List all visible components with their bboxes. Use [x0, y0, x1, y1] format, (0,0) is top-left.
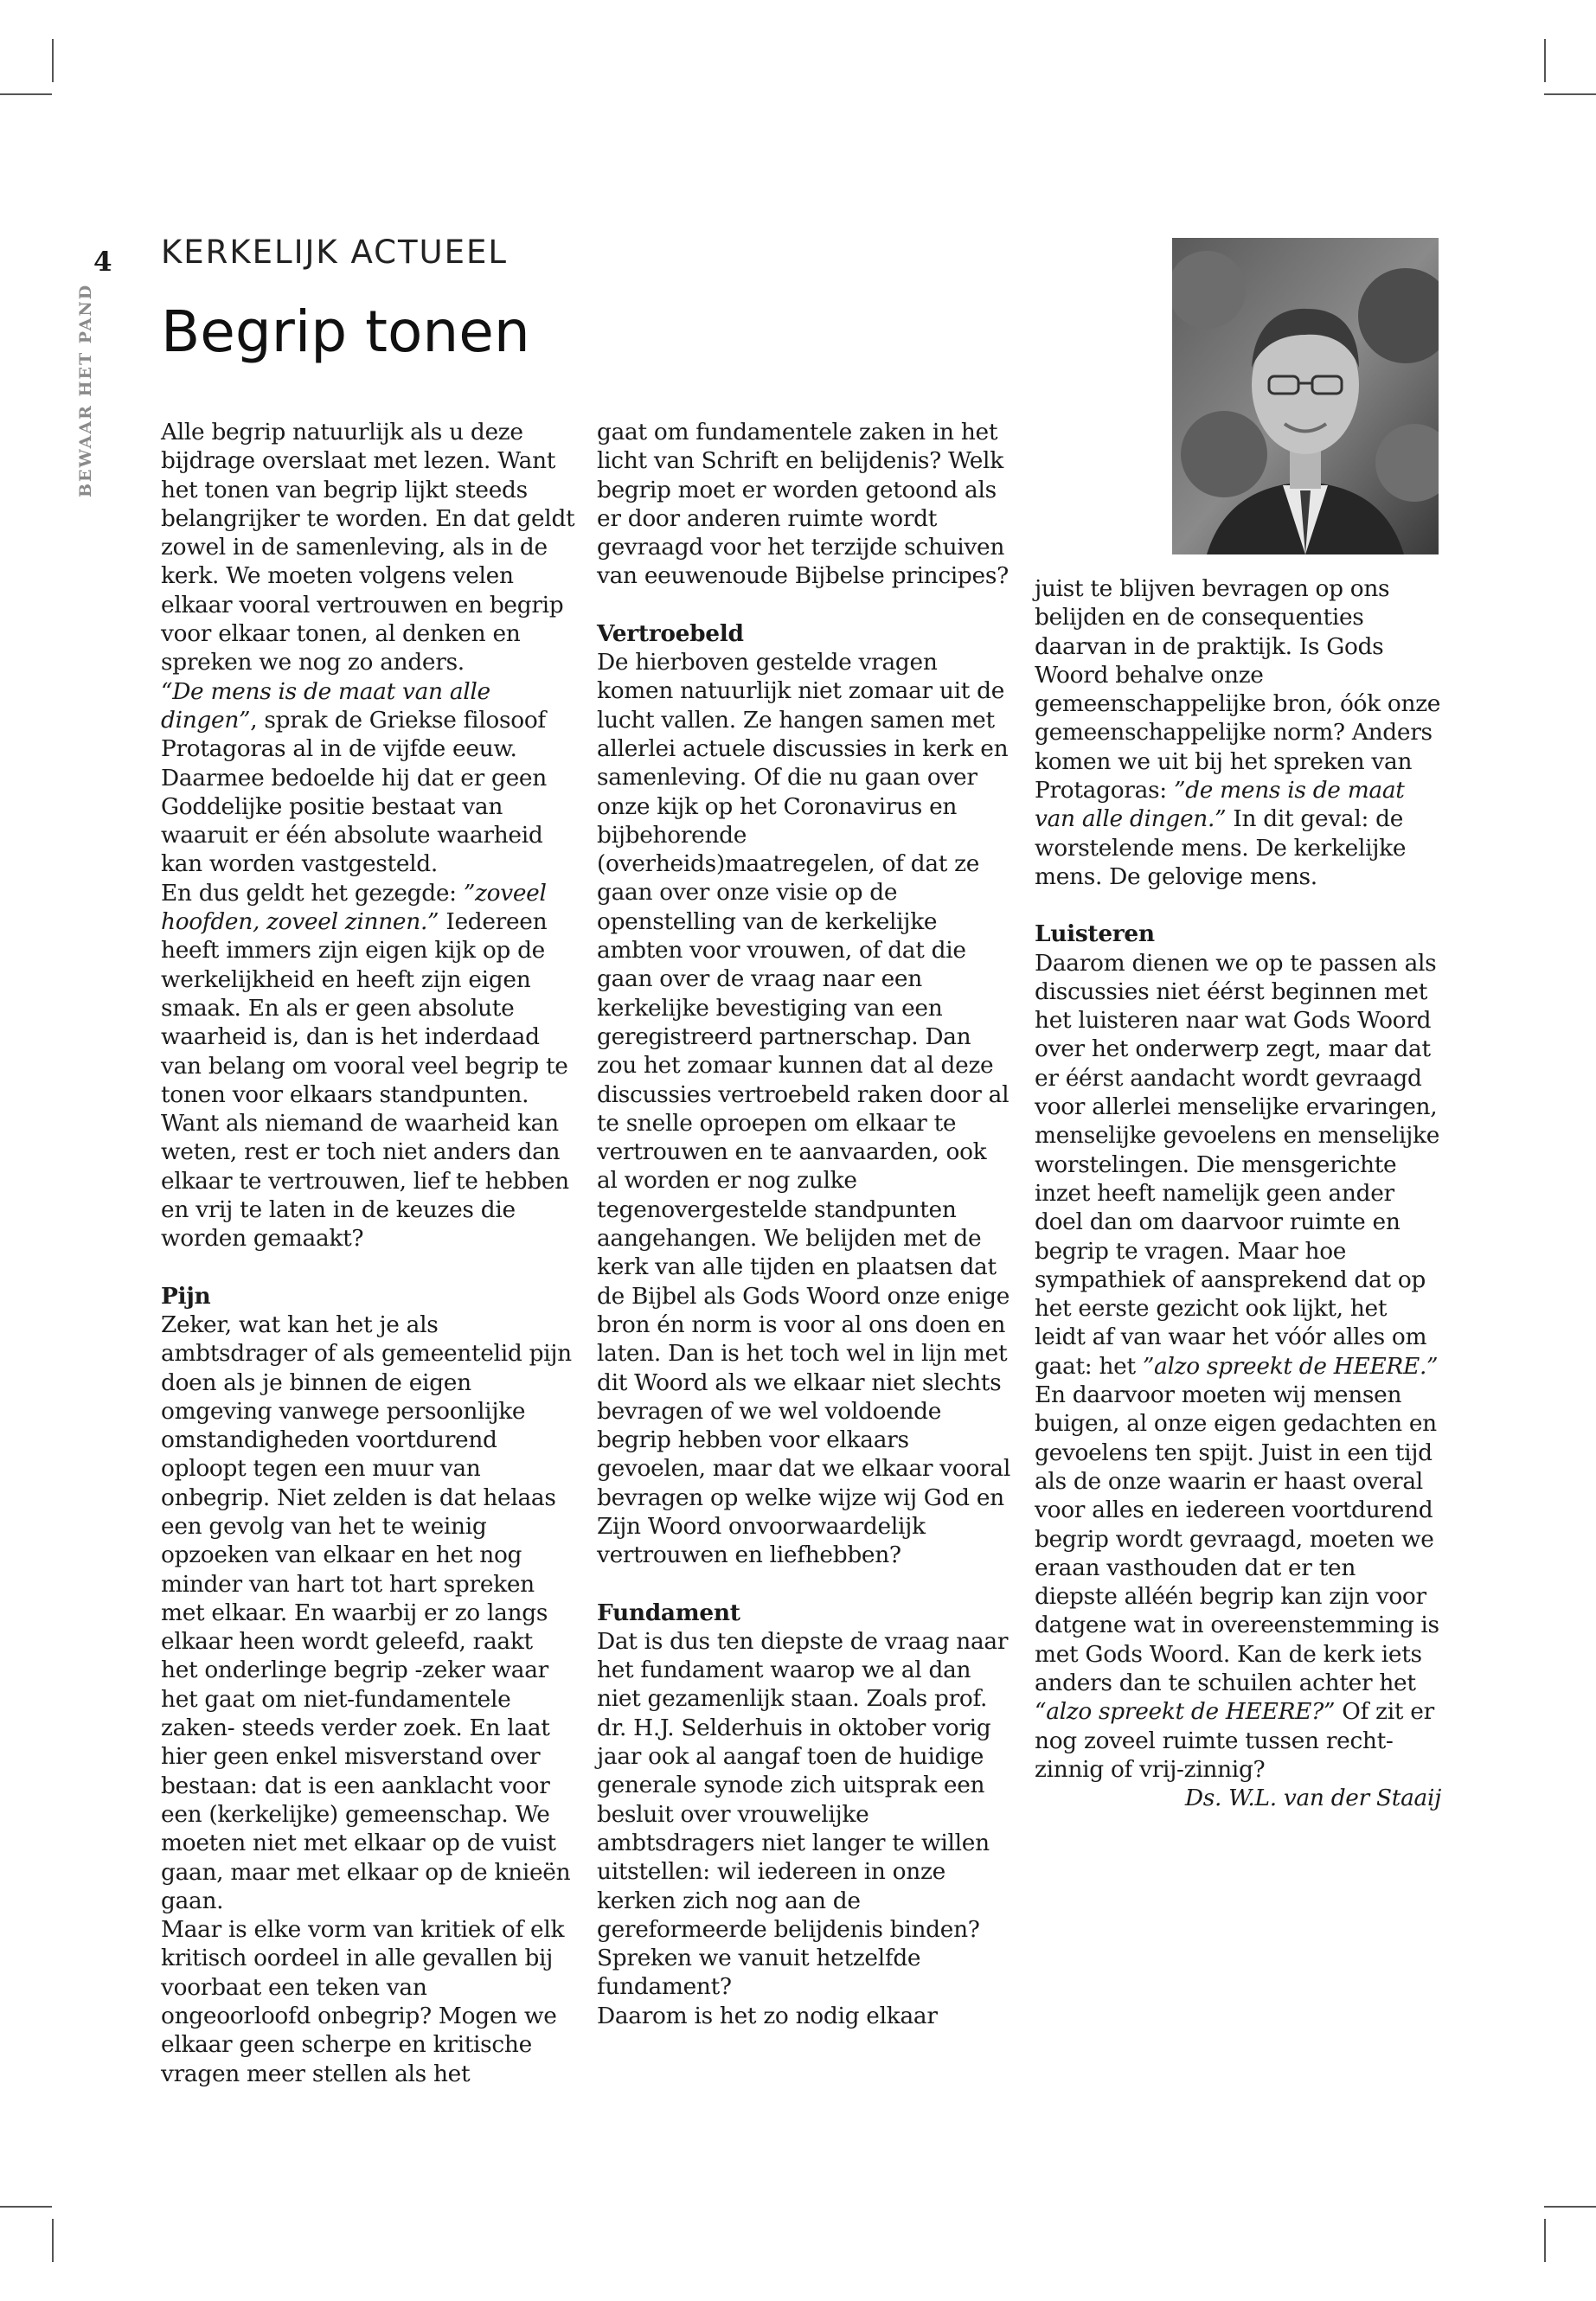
paragraph: Daarom is het zo nodig elkaar [597, 2002, 938, 2029]
author-photo [1172, 238, 1439, 554]
page-title: Begrip tonen [161, 298, 530, 365]
paragraph-text: In dit geval: de worstelende mens. De kerkelijke mens. De gelovige mens. [1035, 805, 1407, 890]
page-number: 4 [93, 247, 112, 278]
paragraph [161, 879, 576, 1253]
paragraph-text: juist te blijven bevragen op ons belijden en de consequenties daarvan in de praktijk. Is Gods Woord behalve onze gemeenschappelijke bron, óók onze gemeenschappelijke norm? Anders komen we uit bij het spreken van Protagoras: [1035, 575, 1441, 804]
subheading-pijn: Pijn [161, 1282, 211, 1310]
subheading-vertroebeld: Vertroebeld [597, 619, 744, 647]
paragraph [1035, 949, 1441, 1785]
paragraph-text: En dus geldt het gezegde: [161, 879, 464, 907]
crop-mark [0, 2206, 52, 2208]
section-label: KERKELIJK ACTUEEL [161, 234, 509, 271]
paragraph [161, 677, 576, 879]
crop-mark [1544, 93, 1596, 95]
quote: “De mens is de maat van alle dingen” [161, 677, 490, 734]
quote: “alzo spreekt de HEERE?” [1035, 1698, 1336, 1726]
paragraph-text: Daarom dienen we op te passen als discussies niet éérst beginnen met het luisteren naar wat Gods Woord over het onderwerp zegt, maar dat er éérst aandacht wordt gevraagd voor allerlei menselijke ervaringen, menselijke gevoelens en menselijke worstelingen. Die mensgerichte inzet heeft namelijk geen ander doel dan om daarvoor ruimte en begrip te vragen. Maar hoe sympathiek of aansprekend dat op het eerste gezicht ook lijkt, het leidt af van waar het vóór alles om gaat: het [1035, 949, 1440, 1380]
sidebar-label: BEWAAR HET PAND [76, 283, 95, 497]
paragraph-text: Iedereen heeft immers zijn eigen kijk op de werkelijkheid en heeft zijn eigen smaak. En als er geen absolute waarheid is, dan is het inderdaad van belang om vooral veel begrip te tonen voor elkaars standpunten. Want als niemand de waarheid kan weten, rest er toch niet anders dan elkaar te vertrouwen, lief te hebben en vrij te laten in de keuzes die worden gemaakt? [161, 908, 569, 1253]
paragraph: gaat om fundamentele zaken in het licht van Schrift en belijdenis? Welk begrip moet er worden getoond als er door anderen ruimte wordt gevraagd voor het terzijde schuiven van eeuwenoude Bijbelse principes? [597, 419, 1009, 590]
crop-mark [1544, 2206, 1596, 2208]
crop-mark [52, 2219, 54, 2262]
quote: ”alzo spreekt de HEERE.” [1142, 1352, 1439, 1380]
crop-mark [0, 93, 52, 95]
paragraph [1035, 574, 1441, 891]
article-column-1 [161, 418, 576, 2088]
quote: ”zoveel hoofden, zoveel zinnen.” [161, 879, 547, 936]
paragraph-text: Of zit er nog zoveel ruimte tussen recht-zinnig of vrij-zinnig? [1035, 1698, 1434, 1783]
paragraph: Zeker, wat kan het je als ambtsdrager of als gemeentelid pijn doen als je binnen de eigen omgeving vanwege persoonlijke omstandigheden voortdurend oploopt tegen een muur van onbegrip. Niet zelden is dat helaas een gevolg van het te weinig opzoeken van elkaar en het nog minder van hart tot hart spreken met elkaar. En waarbij er zo langs elkaar heen wordt geleefd, raakt het onderlinge begrip -zeker waar het gaat om niet-fundamentele zaken- steeds verder zoek. En laat hier geen enkel misverstand over bestaan: dat is een aanklacht voor een (kerkelijke) gemeenschap. We moeten niet met elkaar op de vuist gaan, maar met elkaar op de knieën gaan. [161, 1311, 572, 1914]
portrait-image [1172, 238, 1439, 554]
article-column-2 [597, 418, 1012, 2030]
article-column-3 [1035, 574, 1441, 1812]
subheading-fundament: Fundament [597, 1599, 740, 1626]
paragraph: Maar is elke vorm van kritiek of elk kritisch oordeel in alle gevallen bij voorbaat een teken van ongeoorloofd onbegrip? Mogen we elkaar geen scherpe en kritische vragen meer stellen als het [161, 1916, 565, 2087]
paragraph: Alle begrip natuurlijk als u deze bijdrage overslaat met lezen. Want het tonen van begrip lijkt steeds belangrijker te worden. En dat geldt zowel in de samenleving, als in de kerk. We moeten volgens velen elkaar vooral vertrouwen en begrip voor elkaar tonen, al denken en spreken we nog zo anders. [161, 419, 575, 676]
paragraph: De hierboven gestelde vragen komen natuurlijk niet zomaar uit de lucht vallen. Ze hangen samen met allerlei actuele discussies in kerk en samenleving. Of die nu gaan over onze kijk op het Coronavirus en bijbehorende (overheids)maatregelen, of dat ze gaan over onze visie op de openstelling van de kerkelijke ambten voor vrouwen, of dat die gaan over de vraag naar een kerkelijke bevestiging van een geregistreerd partnerschap. Dan zou het zomaar kunnen dat al deze discussies vertroebeld raken door al te snelle oproepen om elkaar te vertrouwen en te aanvaarden, ook al worden er nog zulke tegenovergestelde standpunten aangehangen. We belijden met de kerk van alle tijden en plaatsen dat de Bijbel als Gods Woord onze enige bron én norm is voor al ons doen en laten. Dan is het toch wel in lijn met dit Woord als we elkaar niet slechts bevragen of we wel voldoende begrip hebben voor elkaars gevoelen, maar dat we elkaar vooral bevragen op welke wijze wij God en Zijn Woord onvoorwaardelijk vertrouwen en liefhebben? [597, 649, 1010, 1569]
paragraph: Dat is dus ten diepste de vraag naar het fundament waarop we al dan niet gezamenlijk staan. Zoals prof. dr. H.J. Selderhuis in oktober vorig jaar ook al aangaf toen de huidige generale synode zich uitsprak een besluit over vrouwelijke ambtsdragers niet langer te willen uitstellen: wil iedereen in onze kerken zich nog aan de gereformeerde belijdenis binden? Spreken we vanuit hetzelfde fundament? [597, 1627, 1009, 2001]
paragraph-text: , sprak de Griekse filosoof Protagoras al in de vijfde eeuw. Daarmee bedoelde hij dat er geen Goddelijke positie bestaat van waaruit er één absolute waarheid kan worden vastgesteld. [161, 706, 547, 878]
crop-mark [1544, 39, 1546, 82]
paragraph-text: En daarvoor moeten wij mensen buigen, al onze eigen gedachten en gevoelens ten spijt. Juist in een tijd als de onze waarin er haast overal voor alles en iedereen voortdurend begrip wordt gevraagd, moeten we eraan vasthouden dat er ten diepste alléén begrip kan zijn voor datgene wat in overeenstemming is met Gods Woord. Kan de kerk iets anders dan te schuilen achter het [1035, 1381, 1439, 1696]
subheading-luisteren: Luisteren [1035, 920, 1155, 948]
quote: ”de mens is de maat van alle dingen.” [1035, 777, 1405, 833]
crop-mark [1544, 2219, 1546, 2262]
author-signature: Ds. W.L. van der Staaij [1184, 1785, 1441, 1812]
crop-mark [52, 39, 54, 82]
